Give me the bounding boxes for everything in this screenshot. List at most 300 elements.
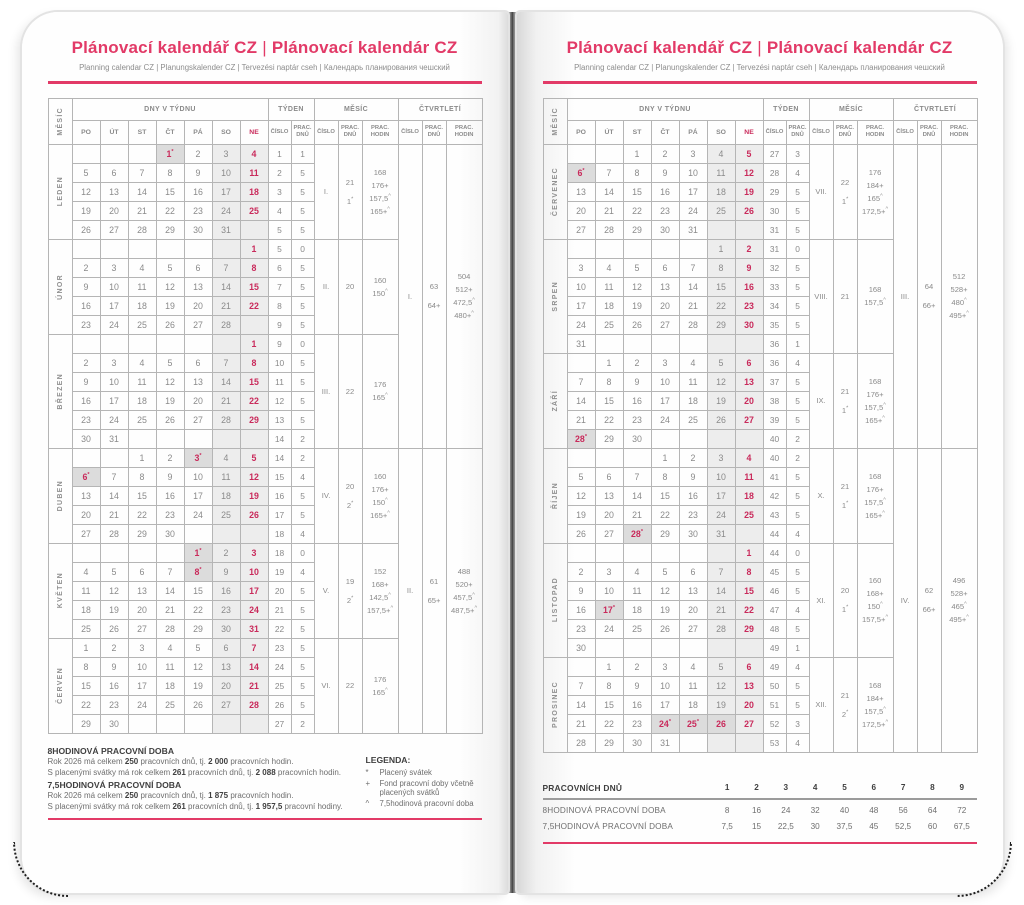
summary-line: 20 bbox=[345, 481, 355, 491]
day-cell: 27 bbox=[735, 714, 763, 733]
day-cell: 15 bbox=[623, 182, 651, 201]
summary-line: 157,5+^ bbox=[862, 614, 889, 624]
day-cell: 3 bbox=[707, 448, 735, 467]
day-cell: 7 bbox=[567, 372, 595, 391]
workdays-table-title: PRACOVNÍCH DNŮ bbox=[542, 782, 623, 793]
day-cell: 12 bbox=[100, 581, 128, 600]
column-header: PRAC. DNŮ bbox=[422, 120, 446, 144]
day-cell: 23 bbox=[72, 315, 100, 334]
day-cell bbox=[567, 239, 595, 258]
column-header: ČÍSLO bbox=[268, 120, 291, 144]
week-workdays-cell: 5 bbox=[786, 410, 809, 429]
day-cell bbox=[735, 638, 763, 657]
day-cell bbox=[128, 714, 156, 733]
week-number-cell: 31 bbox=[763, 220, 786, 239]
week-workdays-cell: 4 bbox=[786, 163, 809, 182]
summary-line: 21 bbox=[840, 386, 850, 396]
day-name-header: ST bbox=[128, 120, 156, 144]
days-group-header: DNY V TÝDNU bbox=[567, 98, 763, 120]
day-cell: 17 bbox=[184, 486, 212, 505]
summary-line: 65+ bbox=[427, 595, 441, 605]
workdays-value: 22,5 bbox=[777, 822, 794, 831]
summary-line: 165+^ bbox=[865, 509, 885, 520]
month-hours-cell bbox=[362, 638, 398, 733]
day-cell: 24 bbox=[100, 410, 128, 429]
week-number-cell: 13 bbox=[268, 410, 291, 429]
week-workdays-cell: 5 bbox=[786, 296, 809, 315]
day-cell: 11 bbox=[735, 467, 763, 486]
week-number-cell: 11 bbox=[268, 372, 291, 391]
day-cell: 26 bbox=[184, 695, 212, 714]
day-cell: 8 bbox=[595, 372, 623, 391]
summary-line: 1* bbox=[841, 604, 849, 614]
day-cell: 9 bbox=[100, 657, 128, 676]
workdays-table-row bbox=[543, 819, 977, 835]
day-cell: 21 bbox=[707, 600, 735, 619]
footer-rule bbox=[48, 818, 482, 821]
summary-line: 168 bbox=[868, 285, 882, 294]
day-cell: 14 bbox=[707, 581, 735, 600]
week-workdays-cell: 1 bbox=[786, 638, 809, 657]
day-cell: 25 bbox=[212, 505, 240, 524]
quarter-number-cell: I. bbox=[398, 144, 422, 448]
day-cell: 24 bbox=[651, 410, 679, 429]
column-header: PRAC. HODIN bbox=[362, 120, 398, 144]
legend-item-75h: ^ 7,5hodinová pracovní doba bbox=[365, 798, 474, 808]
day-cell: 7 bbox=[156, 562, 184, 581]
week-workdays-cell: 5 bbox=[291, 695, 314, 714]
day-cell: 30 bbox=[651, 220, 679, 239]
week-number-cell: 51 bbox=[763, 695, 786, 714]
day-cell: 1 bbox=[72, 638, 100, 657]
day-cell bbox=[651, 334, 679, 353]
calendar-body bbox=[48, 144, 482, 733]
day-cell: 18 bbox=[595, 296, 623, 315]
week-number-cell: 20 bbox=[268, 581, 291, 600]
day-cell bbox=[156, 334, 184, 353]
day-cell: 10 bbox=[567, 277, 595, 296]
day-cell bbox=[707, 543, 735, 562]
week-number-cell: 18 bbox=[268, 524, 291, 543]
day-cell bbox=[623, 448, 651, 467]
month-workdays-cell bbox=[338, 448, 362, 543]
day-cell: 17 bbox=[100, 296, 128, 315]
day-cell: 31 bbox=[100, 429, 128, 448]
day-cell: 13 bbox=[567, 182, 595, 201]
workdays-value: 45 bbox=[869, 822, 879, 831]
summary-line: 176+ bbox=[866, 389, 884, 399]
day-cell: 7 bbox=[240, 638, 268, 657]
day-cell: 17 bbox=[100, 391, 128, 410]
week-number-cell: 36 bbox=[763, 334, 786, 353]
week-workdays-cell: 5 bbox=[291, 315, 314, 334]
worktime-75h-line-1: Rok 2026 má celkem 250 pracovních dnů, tj. 1 875 pracovních hodin. bbox=[47, 791, 294, 800]
workdays-value: 56 bbox=[898, 806, 908, 815]
week-workdays-cell: 5 bbox=[291, 600, 314, 619]
day-cell: 17 bbox=[651, 695, 679, 714]
day-cell: 9 bbox=[212, 562, 240, 581]
column-header: PRAC. DNŮ bbox=[833, 120, 857, 144]
day-cell: 18 bbox=[212, 486, 240, 505]
day-name-header: NE bbox=[735, 120, 763, 144]
quarter-hours-cell bbox=[446, 448, 482, 733]
week-number-cell: 26 bbox=[268, 695, 291, 714]
day-cell: 13 bbox=[679, 581, 707, 600]
day-cell: 6 bbox=[128, 562, 156, 581]
day-cell: 14 bbox=[100, 486, 128, 505]
week-number-cell: 2 bbox=[268, 163, 291, 182]
day-cell: 8 bbox=[156, 163, 184, 182]
summary-line: 160 bbox=[373, 471, 387, 481]
day-cell: 4 bbox=[128, 353, 156, 372]
month-column-header: MĚSÍC bbox=[543, 98, 567, 144]
day-cell: 30 bbox=[212, 619, 240, 638]
day-cell: 18 bbox=[156, 676, 184, 695]
day-cell: 15 bbox=[651, 486, 679, 505]
summary-line: 61 bbox=[429, 576, 439, 586]
day-cell: 21 bbox=[128, 201, 156, 220]
week-row bbox=[543, 448, 977, 467]
day-cell: 5 bbox=[623, 258, 651, 277]
day-cell: 30 bbox=[567, 638, 595, 657]
day-cell: 6 bbox=[184, 258, 212, 277]
summary-line: 165+^ bbox=[370, 509, 390, 520]
day-cell: 29 bbox=[651, 524, 679, 543]
summary-line: 496 bbox=[952, 576, 966, 585]
day-cell: 17* bbox=[595, 600, 623, 619]
workdays-table-separator bbox=[543, 798, 977, 800]
summary-line: 528+ bbox=[950, 589, 968, 598]
day-cell: 15 bbox=[184, 581, 212, 600]
week-workdays-cell: 5 bbox=[291, 277, 314, 296]
week-workdays-cell: 4 bbox=[786, 353, 809, 372]
day-cell: 14 bbox=[156, 581, 184, 600]
day-cell: 19 bbox=[623, 296, 651, 315]
day-cell: 18 bbox=[128, 391, 156, 410]
day-cell: 5 bbox=[707, 353, 735, 372]
summary-line: 176 bbox=[373, 674, 387, 684]
day-cell: 25 bbox=[595, 315, 623, 334]
day-cell: 13 bbox=[100, 182, 128, 201]
day-name-header: ČT bbox=[651, 120, 679, 144]
day-cell: 7 bbox=[100, 467, 128, 486]
day-cell bbox=[184, 714, 212, 733]
day-cell: 6 bbox=[184, 353, 212, 372]
day-cell: 12 bbox=[623, 277, 651, 296]
day-cell: 16 bbox=[735, 277, 763, 296]
month-hours-cell bbox=[362, 144, 398, 239]
day-name-header: ÚT bbox=[100, 120, 128, 144]
day-cell: 16 bbox=[679, 486, 707, 505]
week-workdays-cell: 5 bbox=[786, 391, 809, 410]
week-workdays-cell: 5 bbox=[291, 201, 314, 220]
week-workdays-cell: 3 bbox=[786, 144, 809, 163]
week-number-cell: 36 bbox=[763, 353, 786, 372]
summary-line: 168 bbox=[868, 471, 882, 481]
day-cell: 22 bbox=[595, 410, 623, 429]
summary-line: 21 bbox=[840, 291, 850, 301]
day-cell: 13 bbox=[184, 372, 212, 391]
day-cell: 25 bbox=[156, 695, 184, 714]
day-cell: 1 bbox=[651, 448, 679, 467]
day-cell bbox=[651, 638, 679, 657]
month-hours-cell bbox=[362, 543, 398, 638]
calendar-body bbox=[543, 144, 977, 752]
week-number-cell: 10 bbox=[268, 353, 291, 372]
week-row bbox=[48, 144, 482, 163]
day-cell: 9 bbox=[72, 372, 100, 391]
week-number-cell: 12 bbox=[268, 391, 291, 410]
quarter-hours-cell bbox=[941, 448, 977, 752]
day-cell: 22 bbox=[240, 296, 268, 315]
day-name-header: SO bbox=[212, 120, 240, 144]
day-cell: 11 bbox=[156, 657, 184, 676]
month-number-cell: IV. bbox=[314, 448, 338, 543]
week-workdays-cell: 5 bbox=[786, 467, 809, 486]
day-cell: 4 bbox=[623, 562, 651, 581]
day-cell: 20 bbox=[212, 676, 240, 695]
day-cell: 27 bbox=[128, 619, 156, 638]
workdays-value: 72 bbox=[957, 806, 967, 815]
day-cell: 10 bbox=[212, 163, 240, 182]
month-label: ČERVENEC bbox=[543, 144, 567, 239]
day-cell bbox=[567, 353, 595, 372]
week-number-cell: 49 bbox=[763, 657, 786, 676]
day-cell bbox=[735, 733, 763, 752]
day-cell: 31 bbox=[567, 334, 595, 353]
summary-line: 176+ bbox=[866, 484, 884, 494]
summary-line: 172,5+^ bbox=[862, 718, 889, 729]
day-cell: 26 bbox=[707, 410, 735, 429]
month-workdays-cell bbox=[338, 334, 362, 448]
week-workdays-cell: 5 bbox=[786, 315, 809, 334]
day-cell: 3 bbox=[595, 562, 623, 581]
day-cell: 29 bbox=[735, 619, 763, 638]
week-workdays-cell: 5 bbox=[291, 353, 314, 372]
day-cell: 4 bbox=[679, 657, 707, 676]
day-cell: 16 bbox=[651, 182, 679, 201]
day-cell: 3 bbox=[651, 353, 679, 372]
day-cell bbox=[567, 448, 595, 467]
day-cell: 8 bbox=[72, 657, 100, 676]
quarter-number-cell: II. bbox=[398, 448, 422, 733]
day-cell: 30 bbox=[735, 315, 763, 334]
day-cell: 7 bbox=[567, 676, 595, 695]
day-cell: 27 bbox=[651, 315, 679, 334]
day-cell: 7 bbox=[595, 163, 623, 182]
week-workdays-cell: 4 bbox=[786, 524, 809, 543]
day-cell: 6* bbox=[567, 163, 595, 182]
day-cell bbox=[679, 543, 707, 562]
day-cell: 24* bbox=[651, 714, 679, 733]
footer-rule bbox=[543, 842, 977, 845]
day-cell: 22 bbox=[128, 505, 156, 524]
day-cell: 29 bbox=[184, 619, 212, 638]
week-number-cell: 27 bbox=[268, 714, 291, 733]
day-name-header: ČT bbox=[156, 120, 184, 144]
day-cell: 20 bbox=[595, 505, 623, 524]
day-cell: 20 bbox=[567, 201, 595, 220]
week-workdays-cell: 5 bbox=[786, 220, 809, 239]
day-cell bbox=[128, 144, 156, 163]
week-workdays-cell: 5 bbox=[786, 182, 809, 201]
week-workdays-cell: 4 bbox=[786, 600, 809, 619]
day-cell: 10 bbox=[184, 467, 212, 486]
day-cell: 3 bbox=[212, 144, 240, 163]
day-cell bbox=[707, 334, 735, 353]
day-cell bbox=[623, 638, 651, 657]
day-cell bbox=[707, 733, 735, 752]
week-workdays-cell: 3 bbox=[786, 714, 809, 733]
day-cell: 22 bbox=[623, 201, 651, 220]
week-number-cell: 9 bbox=[268, 315, 291, 334]
day-cell: 29 bbox=[595, 733, 623, 752]
day-cell: 17 bbox=[679, 182, 707, 201]
day-cell bbox=[128, 543, 156, 562]
month-number-cell: X. bbox=[809, 448, 833, 543]
workdays-value: 16 bbox=[751, 806, 762, 815]
month-number-cell: V. bbox=[314, 543, 338, 638]
week-workdays-cell: 5 bbox=[291, 619, 314, 638]
title-slovak: Plánovací kalendár CZ bbox=[766, 38, 953, 57]
day-cell bbox=[184, 524, 212, 543]
quarter-workdays-cell bbox=[917, 448, 941, 752]
day-cell: 9 bbox=[623, 372, 651, 391]
day-cell: 5 bbox=[184, 638, 212, 657]
summary-line: 66+ bbox=[922, 605, 936, 614]
day-cell: 6 bbox=[679, 562, 707, 581]
day-cell: 1 bbox=[735, 543, 763, 562]
day-cell: 30 bbox=[184, 220, 212, 239]
month-workdays-cell bbox=[833, 657, 857, 752]
summary-line: 165+^ bbox=[865, 414, 885, 425]
day-cell: 14 bbox=[679, 277, 707, 296]
summary-line: 495+^ bbox=[949, 614, 969, 624]
day-cell: 2 bbox=[623, 353, 651, 372]
month-workdays-cell bbox=[833, 543, 857, 657]
header-rule bbox=[48, 81, 482, 84]
day-cell: 19 bbox=[156, 391, 184, 410]
day-cell: 5 bbox=[567, 467, 595, 486]
day-cell: 2 bbox=[679, 448, 707, 467]
day-cell: 17 bbox=[212, 182, 240, 201]
day-cell: 7 bbox=[707, 562, 735, 581]
day-cell bbox=[567, 657, 595, 676]
legend bbox=[366, 743, 482, 808]
worktime-75h-line-2: S placenými svátky má rok celkem 261 pracovních dnů, tj. 1 957,5 pracovní hodiny. bbox=[47, 801, 343, 811]
day-cell: 9 bbox=[651, 163, 679, 182]
day-cell: 11 bbox=[240, 163, 268, 182]
day-name-header: ÚT bbox=[595, 120, 623, 144]
day-cell: 16 bbox=[623, 391, 651, 410]
week-workdays-cell: 5 bbox=[291, 296, 314, 315]
month-workdays-cell bbox=[833, 448, 857, 543]
day-cell: 12 bbox=[651, 581, 679, 600]
day-cell: 12 bbox=[156, 277, 184, 296]
day-cell: 14 bbox=[623, 486, 651, 505]
day-cell: 24 bbox=[212, 201, 240, 220]
day-cell bbox=[735, 334, 763, 353]
summary-line: 160 bbox=[868, 576, 882, 585]
day-cell: 27 bbox=[567, 220, 595, 239]
week-number-cell: 49 bbox=[763, 638, 786, 657]
day-cell: 28 bbox=[100, 524, 128, 543]
summary-line: 165^ bbox=[372, 686, 388, 697]
day-cell: 29 bbox=[240, 410, 268, 429]
month-workdays-cell bbox=[338, 144, 362, 239]
week-number-cell: 6 bbox=[268, 258, 291, 277]
summary-line: 22 bbox=[840, 177, 850, 187]
month-column-header: MĚSÍC bbox=[48, 98, 72, 144]
day-cell: 2 bbox=[212, 543, 240, 562]
workdays-table-row bbox=[543, 803, 977, 819]
day-cell: 9 bbox=[184, 163, 212, 182]
day-cell: 1 bbox=[128, 448, 156, 467]
month-workdays-cell bbox=[833, 144, 857, 239]
day-cell: 10 bbox=[100, 277, 128, 296]
summary-line: 512 bbox=[952, 272, 966, 281]
day-cell: 22 bbox=[156, 201, 184, 220]
summary-line: 22 bbox=[345, 681, 355, 690]
summary-line: 168 bbox=[868, 680, 882, 690]
day-cell: 12 bbox=[184, 657, 212, 676]
summary-line: 168 bbox=[868, 376, 882, 386]
day-cell: 2 bbox=[651, 144, 679, 163]
week-workdays-cell: 5 bbox=[786, 277, 809, 296]
day-cell: 25 bbox=[735, 505, 763, 524]
day-cell: 29 bbox=[707, 315, 735, 334]
worktime-8h-line-1: Rok 2026 má celkem 250 pracovních dnů, tj. 2 000 pracovních hodin. bbox=[47, 757, 294, 766]
day-cell: 17 bbox=[240, 581, 268, 600]
week-number-cell: 24 bbox=[268, 657, 291, 676]
workdays-value: 67,5 bbox=[953, 822, 970, 831]
day-cell: 18 bbox=[735, 486, 763, 505]
day-cell: 28 bbox=[679, 315, 707, 334]
day-cell: 6 bbox=[651, 258, 679, 277]
day-cell: 1 bbox=[595, 353, 623, 372]
day-cell bbox=[623, 239, 651, 258]
week-number-cell: 18 bbox=[268, 543, 291, 562]
summary-line: 457,5^ bbox=[453, 591, 475, 602]
day-cell: 23 bbox=[184, 201, 212, 220]
day-cell: 14 bbox=[567, 391, 595, 410]
day-cell: 20 bbox=[735, 695, 763, 714]
day-cell: 13 bbox=[735, 372, 763, 391]
week-number-cell: 19 bbox=[268, 562, 291, 581]
day-cell: 30 bbox=[623, 429, 651, 448]
day-cell: 11 bbox=[72, 581, 100, 600]
month-label: ÚNOR bbox=[48, 239, 72, 334]
summary-line: 150^ bbox=[372, 287, 388, 298]
day-cell: 19 bbox=[72, 201, 100, 220]
week-number-cell: 1 bbox=[268, 144, 291, 163]
day-cell: 2 bbox=[72, 258, 100, 277]
page-title bbox=[543, 38, 977, 58]
day-cell: 6 bbox=[735, 353, 763, 372]
calendar-header bbox=[543, 98, 977, 144]
week-number-cell: 39 bbox=[763, 410, 786, 429]
day-cell bbox=[595, 638, 623, 657]
column-header: PRAC. DNŮ bbox=[917, 120, 941, 144]
day-cell bbox=[240, 714, 268, 733]
day-cell: 25 bbox=[240, 201, 268, 220]
week-number-cell: 14 bbox=[268, 429, 291, 448]
day-cell: 4 bbox=[72, 562, 100, 581]
day-cell bbox=[707, 429, 735, 448]
workdays-conversion-table bbox=[543, 780, 977, 835]
column-header: PRAC. HODIN bbox=[446, 120, 482, 144]
day-cell: 2 bbox=[100, 638, 128, 657]
